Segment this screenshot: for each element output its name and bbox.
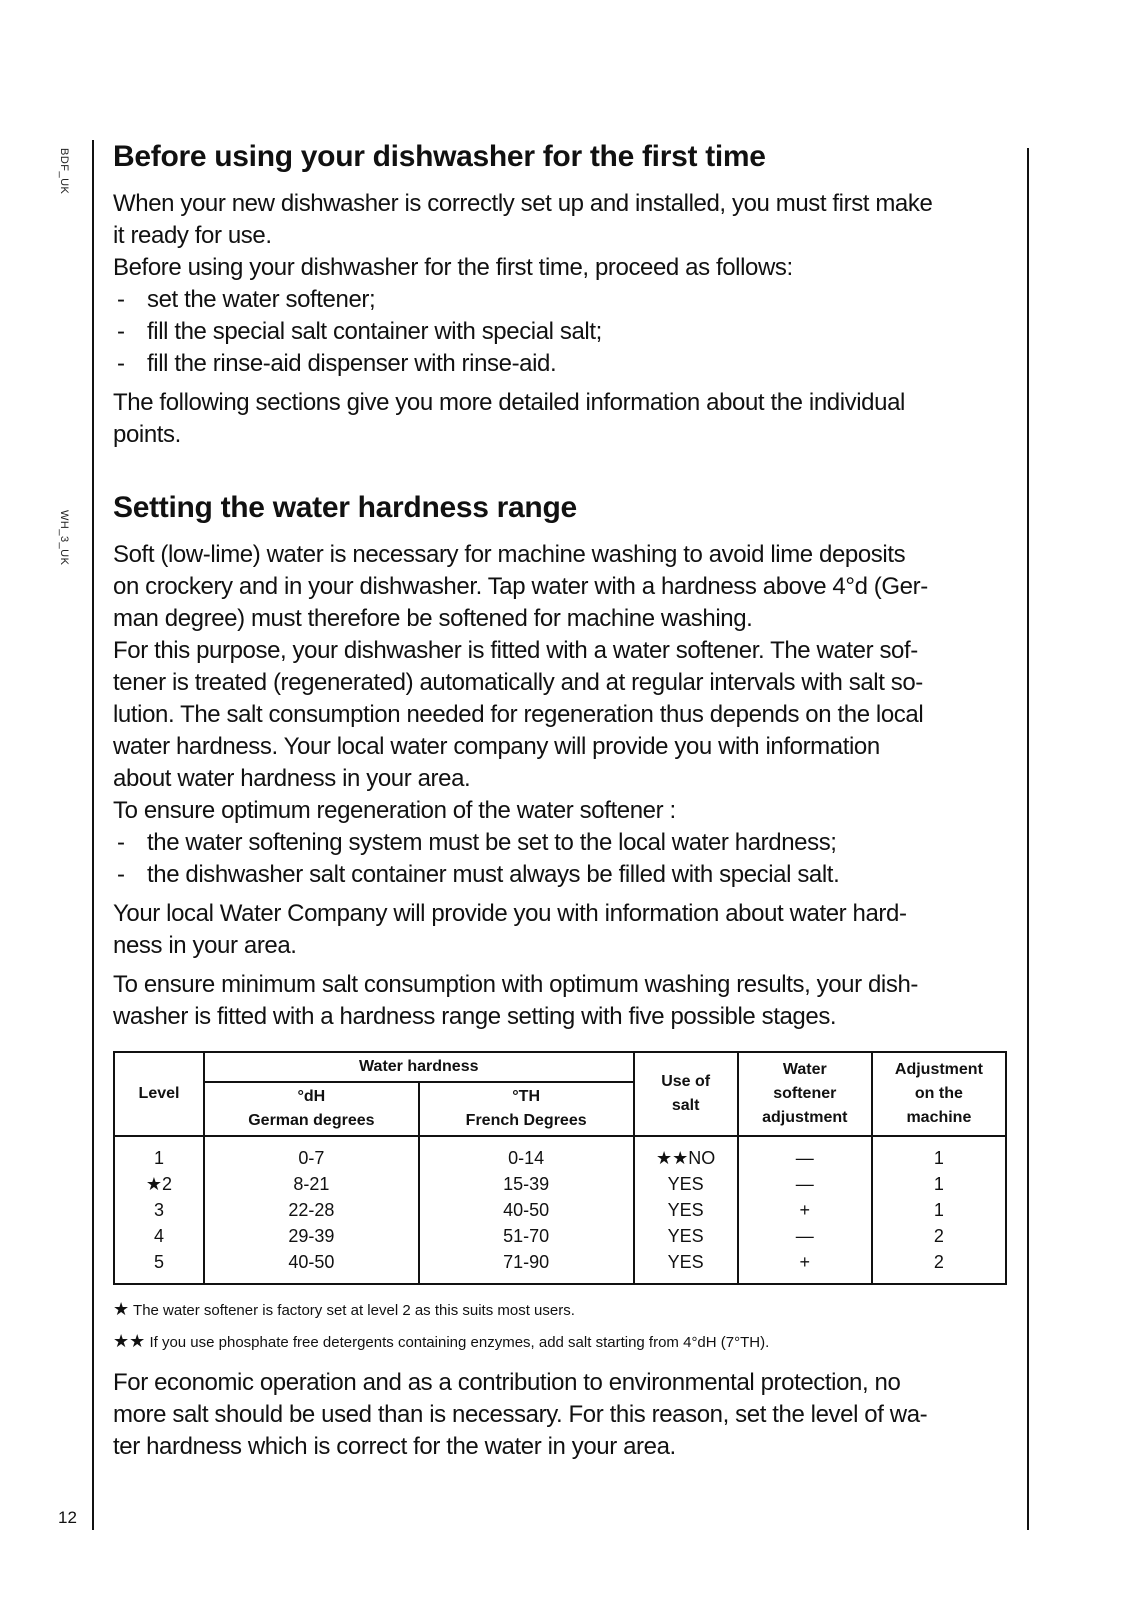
list-item: - set the water softener; bbox=[113, 284, 1023, 316]
section2-para1-9: To ensure optimum regeneration of the water softener : bbox=[113, 797, 676, 824]
section2-para1-4: For this purpose, your dishwasher is fitted with a water softener. The water sof- bbox=[113, 637, 918, 664]
section1-intro-2: it ready for use. bbox=[113, 222, 272, 249]
section1-outro-2: points. bbox=[113, 421, 181, 448]
section2-para1-8: about water hardness in your area. bbox=[113, 765, 471, 792]
section2-para3-1: To ensure minimum salt consumption with optimum washing results, your dish- bbox=[113, 971, 918, 998]
right-margin-rule bbox=[1027, 148, 1029, 1530]
header-use-of-salt: Use of salt bbox=[634, 1052, 738, 1136]
section1-intro-1: When your new dishwasher is correctly set up and installed, you must first make bbox=[113, 190, 933, 217]
section2-para1-6: lution. The salt consumption needed for regeneration thus depends on the local bbox=[113, 701, 924, 728]
header-machine-adjustment: Adjustment on the machine bbox=[872, 1052, 1006, 1136]
section2-para2-1: Your local Water Company will provide you with information about water hard- bbox=[113, 900, 907, 927]
double-star-icon: ★★ bbox=[113, 1331, 146, 1351]
column-salt: ★★NO YES YES YES YES bbox=[634, 1136, 738, 1284]
header-water-hardness: Water hardness bbox=[204, 1052, 634, 1082]
list-item: - fill the special salt container with special salt; bbox=[113, 316, 1023, 348]
section-title-water-hardness: Setting the water hardness range bbox=[113, 491, 577, 524]
section-title-first-use: Before using your dishwasher for the first time bbox=[113, 140, 766, 173]
margin-code-top: BDF_UK bbox=[58, 148, 70, 195]
closing-1: For economic operation and as a contribution to environmental protection, no bbox=[113, 1369, 901, 1396]
section2-para1-7: water hardness. Your local water company will provide you with information bbox=[113, 733, 880, 760]
header-softener-adjustment: Water softener adjustment bbox=[738, 1052, 872, 1136]
table-body bbox=[114, 1136, 1006, 1284]
closing-3: ter hardness which is correct for the water in your area. bbox=[113, 1433, 676, 1460]
header-th: °TH French Degrees bbox=[419, 1082, 634, 1136]
column-dh: 0-7 8-21 22-28 29-39 40-50 bbox=[204, 1136, 419, 1284]
closing-2: more salt should be used than is necessary. For this reason, set the level of wa- bbox=[113, 1401, 928, 1428]
list-item: - the water softening system must be set to the local water hardness; bbox=[113, 827, 1023, 859]
section2-para1-2: on crockery and in your dishwasher. Tap water with a hardness above 4°d (Ger- bbox=[113, 573, 928, 600]
water-hardness-table bbox=[113, 1051, 1007, 1285]
first-use-steps-list bbox=[113, 284, 1023, 380]
header-level: Level bbox=[114, 1052, 204, 1136]
section2-para1-1: Soft (low-lime) water is necessary for machine washing to avoid lime deposits bbox=[113, 541, 906, 568]
list-item: - the dishwasher salt container must always be filled with special salt. bbox=[113, 859, 1023, 891]
requirements-list bbox=[113, 827, 1023, 891]
section1-outro-1: The following sections give you more detailed information about the individual bbox=[113, 389, 905, 416]
column-level: 1 ★2 3 4 5 bbox=[114, 1136, 204, 1284]
footnote-phosphate-free: ★★ If you use phosphate free detergents containing enzymes, add salt starting from 4°dH (7°TH). bbox=[113, 1331, 770, 1351]
column-th: 0-14 15-39 40-50 51-70 71-90 bbox=[419, 1136, 634, 1284]
list-item: - fill the rinse-aid dispenser with rinse-aid. bbox=[113, 348, 1023, 380]
section1-intro-3: Before using your dishwasher for the first time, proceed as follows: bbox=[113, 254, 793, 281]
section2-para3-2: washer is fitted with a hardness range setting with five possible stages. bbox=[113, 1003, 837, 1030]
page-number: 12 bbox=[58, 1508, 77, 1527]
section2-para2-2: ness in your area. bbox=[113, 932, 297, 959]
column-softener: — — + — + bbox=[738, 1136, 872, 1284]
margin-code-middle: WH_3_UK bbox=[58, 510, 70, 566]
footnote-factory-setting: ★ The water softener is factory set at level 2 as this suits most users. bbox=[113, 1299, 575, 1319]
star-icon: ★ bbox=[113, 1299, 130, 1319]
left-margin-rule bbox=[92, 140, 94, 1530]
column-machine: 1 1 1 2 2 bbox=[872, 1136, 1006, 1284]
page-content bbox=[113, 140, 1023, 1463]
header-dh: °dH German degrees bbox=[204, 1082, 419, 1136]
section2-para1-5: tener is treated (regenerated) automatically and at regular intervals with salt so- bbox=[113, 669, 923, 696]
section2-para1-3: man degree) must therefore be softened for machine washing. bbox=[113, 605, 753, 632]
